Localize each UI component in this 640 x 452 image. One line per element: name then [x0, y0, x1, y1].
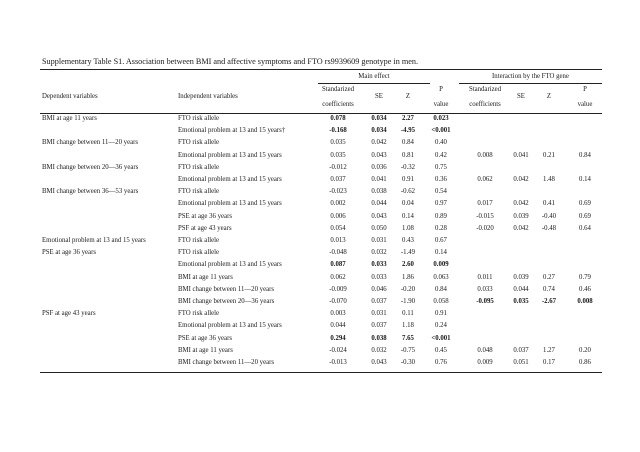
- z-cell: -4.95: [400, 127, 416, 135]
- se-cell: 0.033: [371, 261, 387, 269]
- p-value-cell: 0.24: [435, 322, 447, 330]
- independent-variable-cell: Emotional problem at 13 and 15 years: [178, 176, 282, 183]
- z-cell: -0.20: [400, 285, 416, 293]
- z-cell: -1.90: [400, 298, 416, 305]
- p-value-cell: 0.023: [433, 115, 449, 122]
- dependent-variable-cell: PSF at age 43 years: [42, 310, 96, 318]
- independent-variable-cell: Emotional problem at 13 and 15 years: [178, 200, 282, 208]
- p-value-cell: 0.45: [435, 346, 447, 354]
- int-p-header-line2: value: [577, 101, 593, 108]
- z-cell: 0.81: [402, 151, 414, 159]
- table-top-rule: [40, 69, 602, 70]
- interaction-coefficient-cell: 0.033: [477, 285, 493, 293]
- se-cell: 0.034: [371, 115, 387, 122]
- interaction-se-cell: 0.037: [513, 346, 529, 354]
- z-cell: 1.18: [402, 322, 414, 330]
- se-cell: 0.038: [371, 334, 387, 342]
- coefficient-cell: -0.023: [329, 188, 347, 196]
- p-value-cell: 0.28: [435, 224, 447, 232]
- interaction-se-cell: 0.042: [513, 224, 529, 232]
- independent-variable-cell: FTO risk allele: [178, 249, 220, 257]
- se-cell: 0.034: [371, 127, 387, 135]
- int-p-header-line1: P: [583, 86, 587, 93]
- p-value-cell: 0.76: [435, 359, 447, 366]
- independent-variables-header: Independent variables: [178, 93, 238, 100]
- table-bottom-rule: [40, 372, 602, 373]
- interaction-z-cell: 0.41: [543, 200, 555, 208]
- se-cell: 0.036: [371, 163, 387, 171]
- se-cell: 0.038: [371, 188, 387, 196]
- p-value-cell: 0.42: [435, 151, 447, 159]
- coefficient-cell: 0.002: [330, 200, 346, 208]
- interaction-se-cell: 0.035: [513, 298, 529, 305]
- interaction-z-cell: 1.27: [543, 346, 555, 354]
- z-cell: 0.04: [402, 200, 414, 208]
- p-value-cell: 0.40: [435, 139, 447, 147]
- interaction-coefficient-cell: 0.048: [477, 346, 493, 354]
- z-cell: -0.32: [400, 163, 416, 171]
- independent-variable-cell: FTO risk allele: [178, 115, 220, 122]
- interaction-header: Interaction by the FTO gene: [492, 73, 569, 80]
- interaction-coefficient-cell: 0.017: [477, 200, 493, 208]
- coefficient-cell: -0.013: [329, 359, 347, 366]
- se-cell: 0.031: [371, 310, 387, 318]
- dependent-variable-cell: BMI change between 11—20 years: [42, 139, 139, 147]
- interaction-se-cell: 0.044: [513, 285, 529, 293]
- interaction-se-cell: 0.041: [513, 151, 529, 159]
- int-std-coef-header-line2: coefficients: [469, 101, 501, 108]
- independent-variable-cell: Emotional problem at 13 and 15 years: [178, 151, 282, 159]
- dependent-variables-header: Dependent variables: [42, 93, 98, 100]
- p-value-cell: 0.36: [435, 176, 447, 183]
- independent-variable-cell: FTO risk allele: [178, 310, 220, 318]
- main-effect-underline: [318, 83, 430, 84]
- coefficient-cell: 0.013: [330, 237, 346, 244]
- independent-variable-cell: PSE at age 36 years: [178, 212, 232, 220]
- coefficient-cell: -0.070: [329, 298, 347, 305]
- z-cell: 0.91: [402, 176, 414, 183]
- dependent-variable-cell: BMI at age 11 years: [42, 115, 97, 122]
- z-cell: -1.49: [400, 249, 416, 257]
- dependent-variable-cell: BMI change between 20—36 years: [42, 163, 139, 171]
- se-cell: 0.032: [371, 346, 387, 354]
- p-value-cell: 0.67: [435, 237, 447, 244]
- coefficient-cell: -0.024: [329, 346, 347, 354]
- p-value-cell: 0.058: [433, 298, 449, 305]
- coefficient-cell: 0.035: [330, 151, 346, 159]
- interaction-p-value-cell: 0.84: [579, 151, 591, 159]
- coefficient-cell: -0.009: [329, 285, 347, 293]
- se-cell: 0.046: [371, 285, 387, 293]
- independent-variable-cell: Emotional problem at 13 and 15 years: [178, 322, 282, 330]
- z-cell: -0.75: [400, 346, 416, 354]
- interaction-coefficient-cell: 0.008: [477, 151, 493, 159]
- p-header-line2: value: [433, 101, 449, 108]
- interaction-se-cell: 0.039: [513, 273, 529, 281]
- independent-variable-cell: FTO risk allele: [178, 188, 220, 196]
- coefficient-cell: 0.006: [330, 212, 346, 220]
- p-value-cell: 0.75: [435, 163, 447, 171]
- int-std-coef-header-line1: Standarized: [468, 86, 502, 93]
- z-cell: -0.30: [400, 359, 416, 366]
- independent-variable-cell: Emotional problem at 13 and 15 years†: [178, 127, 286, 135]
- interaction-se-cell: 0.051: [513, 359, 529, 366]
- se-cell: 0.043: [371, 359, 387, 366]
- p-value-cell: <0.001: [431, 127, 451, 135]
- se-cell: 0.037: [371, 322, 387, 330]
- independent-variable-cell: BMI at age 11 years: [178, 273, 233, 281]
- independent-variable-cell: BMI change between 11—20 years: [178, 359, 275, 366]
- se-cell: 0.044: [371, 200, 387, 208]
- independent-variable-cell: BMI change between 20—36 years: [178, 298, 275, 305]
- interaction-p-value-cell: 0.14: [579, 176, 591, 183]
- coefficient-cell: -0.048: [329, 249, 347, 257]
- p-value-cell: <0.001: [431, 334, 451, 342]
- z-header: Z: [405, 93, 411, 100]
- dependent-variable-cell: PSE at age 36 years: [42, 249, 96, 257]
- independent-variable-cell: BMI change between 11—20 years: [178, 285, 275, 293]
- interaction-coefficient-cell: 0.011: [477, 273, 493, 281]
- se-header: SE: [375, 93, 383, 100]
- z-cell: 0.43: [402, 237, 414, 244]
- interaction-p-value-cell: 0.69: [579, 212, 591, 220]
- interaction-p-value-cell: 0.79: [579, 273, 591, 281]
- coefficient-cell: -0.168: [329, 127, 347, 135]
- coefficient-cell: 0.062: [330, 273, 346, 281]
- z-cell: 0.14: [402, 212, 414, 220]
- table-caption: Supplementary Table S1. Association between BMI and affective symptoms and FTO rs9939609 genotype in men.: [42, 57, 418, 66]
- interaction-se-cell: 0.039: [513, 212, 529, 220]
- interaction-z-cell: 0.27: [543, 273, 555, 281]
- interaction-z-cell: 1.48: [543, 176, 555, 183]
- dependent-variable-cell: Emotional problem at 13 and 15 years: [42, 237, 146, 244]
- se-cell: 0.043: [371, 151, 387, 159]
- independent-variable-cell: FTO risk allele: [178, 237, 220, 244]
- z-cell: 0.84: [402, 139, 414, 147]
- interaction-z-cell: -0.40: [541, 212, 557, 220]
- p-value-cell: 0.89: [435, 212, 447, 220]
- se-cell: 0.037: [371, 298, 387, 305]
- se-cell: 0.031: [371, 237, 387, 244]
- interaction-p-value-cell: 0.64: [579, 224, 591, 232]
- dependent-variable-cell: BMI change between 36—53 years: [42, 188, 139, 196]
- se-cell: 0.041: [371, 176, 387, 183]
- int-se-header: SE: [517, 93, 525, 100]
- interaction-p-value-cell: 0.20: [579, 346, 591, 354]
- interaction-z-cell: 0.21: [543, 151, 555, 159]
- coefficient-cell: 0.087: [330, 261, 346, 269]
- p-value-cell: 0.063: [433, 273, 449, 281]
- coefficient-cell: -0.012: [329, 163, 347, 171]
- coefficient-cell: 0.078: [330, 115, 346, 122]
- z-cell: 7.65: [402, 334, 414, 342]
- z-cell: 0.11: [402, 310, 414, 318]
- main-effect-header: Main effect: [358, 73, 390, 80]
- interaction-se-cell: 0.042: [513, 176, 529, 183]
- std-coef-header-line1: Standarized: [321, 86, 355, 93]
- interaction-p-value-cell: 0.008: [577, 298, 593, 305]
- p-value-cell: 0.009: [433, 261, 449, 269]
- header-bottom-rule: [40, 113, 602, 114]
- p-value-cell: 0.84: [435, 285, 447, 293]
- interaction-coefficient-cell: 0.009: [477, 359, 493, 366]
- p-value-cell: 0.54: [435, 188, 447, 196]
- interaction-coefficient-cell: -0.020: [476, 224, 494, 232]
- interaction-z-cell: -2.67: [541, 298, 557, 305]
- interaction-z-cell: -0.48: [541, 224, 557, 232]
- coefficient-cell: 0.054: [330, 224, 346, 232]
- independent-variable-cell: FTO risk allele: [178, 139, 220, 147]
- coefficient-cell: 0.037: [330, 176, 346, 183]
- independent-variable-cell: PSF at age 43 years: [178, 224, 232, 232]
- interaction-z-cell: 0.74: [543, 285, 555, 293]
- interaction-underline: [459, 83, 602, 84]
- se-cell: 0.033: [371, 273, 387, 281]
- interaction-coefficient-cell: -0.015: [476, 212, 494, 220]
- coefficient-cell: 0.044: [330, 322, 346, 330]
- interaction-z-cell: 0.17: [543, 359, 555, 366]
- int-z-header: Z: [546, 93, 552, 100]
- independent-variable-cell: PSE at age 36 years: [178, 334, 232, 342]
- se-cell: 0.042: [371, 139, 387, 147]
- p-value-cell: 0.97: [435, 200, 447, 208]
- interaction-coefficient-cell: -0.095: [476, 298, 494, 305]
- z-cell: 1.08: [402, 224, 414, 232]
- interaction-p-value-cell: 0.69: [579, 200, 591, 208]
- independent-variable-cell: Emotional problem at 13 and 15 years: [178, 261, 282, 269]
- z-cell: 1.86: [402, 273, 414, 281]
- independent-variable-cell: BMI at age 11 years: [178, 346, 233, 354]
- p-header-line1: P: [439, 86, 443, 93]
- p-value-cell: 0.14: [435, 249, 447, 257]
- coefficient-cell: 0.294: [330, 334, 346, 342]
- se-cell: 0.050: [371, 224, 387, 232]
- interaction-se-cell: 0.042: [513, 200, 529, 208]
- std-coef-header-line2: coefficients: [322, 101, 354, 108]
- coefficient-cell: 0.003: [330, 310, 346, 318]
- coefficient-cell: 0.035: [330, 139, 346, 147]
- interaction-p-value-cell: 0.86: [579, 359, 591, 366]
- se-cell: 0.032: [371, 249, 387, 257]
- z-cell: 2.60: [402, 261, 414, 269]
- p-value-cell: 0.91: [435, 310, 447, 318]
- z-cell: -0.62: [400, 188, 416, 196]
- interaction-coefficient-cell: 0.062: [477, 176, 493, 183]
- se-cell: 0.043: [371, 212, 387, 220]
- independent-variable-cell: FTO risk allele: [178, 163, 220, 171]
- z-cell: 2.27: [402, 115, 414, 122]
- interaction-p-value-cell: 0.46: [579, 285, 591, 293]
